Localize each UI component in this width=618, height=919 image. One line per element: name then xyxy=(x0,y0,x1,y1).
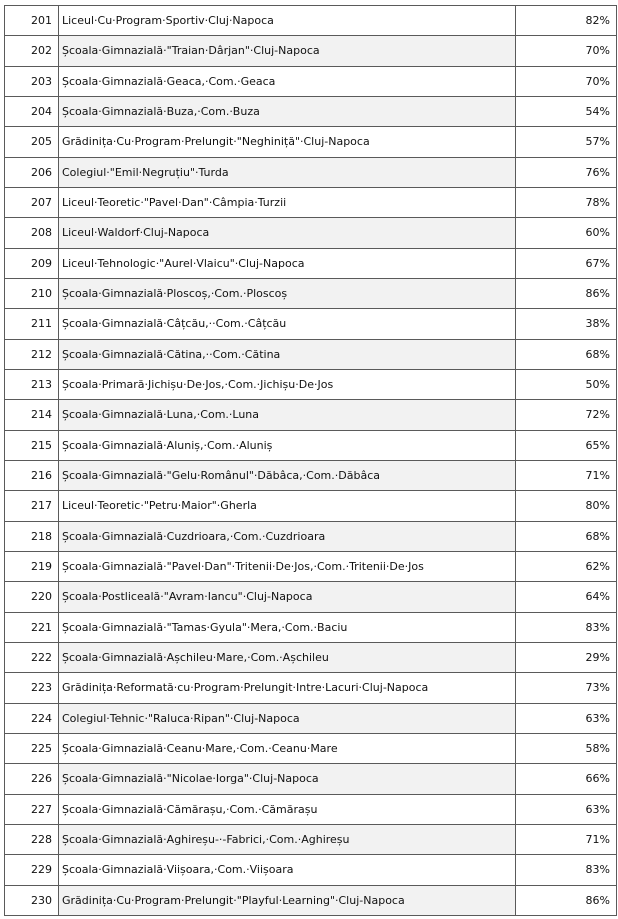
table-row xyxy=(5,309,617,339)
row-number: 202 xyxy=(5,36,59,66)
school-name: Școala·Gimnazială·"Nicolae·Iorga"·Cluj-Napoca xyxy=(59,764,516,794)
school-name: Școala·Gimnazială·Ceanu·Mare,·Com.·Ceanu·Mare xyxy=(59,733,516,763)
school-name: Liceul·Tehnologic·"Aurel·Vlaicu"·Cluj-Napoca xyxy=(59,248,516,278)
school-name: Școala·Gimnazială·Aghireșu-·-Fabrici,·Com.·Aghireșu xyxy=(59,824,516,854)
row-number: 220 xyxy=(5,582,59,612)
school-name: Școala·Gimnazială·Cămărașu,·Com.·Cămărașu xyxy=(59,794,516,824)
row-number: 222 xyxy=(5,642,59,672)
row-number: 215 xyxy=(5,430,59,460)
school-name: Liceul·Cu·Program·Sportiv·Cluj·Napoca xyxy=(59,6,516,36)
school-name: Școala·Gimnazială·Buza,·Com.·Buza xyxy=(59,96,516,126)
school-name: Școala·Gimnazială·Aluniș,·Com.·Aluniș xyxy=(59,430,516,460)
percentage-value: 71% xyxy=(516,824,617,854)
percentage-value: 29% xyxy=(516,642,617,672)
percentage-value: 63% xyxy=(516,794,617,824)
row-number: 227 xyxy=(5,794,59,824)
percentage-value: 80% xyxy=(516,491,617,521)
school-name: Școala·Gimnazială·"Pavel·Dan"·Tritenii·De·Jos,·Com.·Tritenii·De·Jos xyxy=(59,551,516,581)
row-number: 205 xyxy=(5,127,59,157)
table-row xyxy=(5,703,617,733)
row-number: 230 xyxy=(5,885,59,915)
table-row xyxy=(5,521,617,551)
school-name: Grădinița·Reformată·cu·Program·Prelungit·Intre·Lacuri·Cluj-Napoca xyxy=(59,673,516,703)
school-name: Grădinița·Cu·Program·Prelungit·"Playful·Learning"·Cluj-Napoca xyxy=(59,885,516,915)
percentage-value: 72% xyxy=(516,400,617,430)
school-name: Școala·Gimnazială·Cătina,··Com.·Cătina xyxy=(59,339,516,369)
percentage-value: 86% xyxy=(516,885,617,915)
table-row xyxy=(5,764,617,794)
row-number: 217 xyxy=(5,491,59,521)
school-name: Școala·Gimnazială·Luna,·Com.·Luna xyxy=(59,400,516,430)
percentage-value: 58% xyxy=(516,733,617,763)
table-row xyxy=(5,582,617,612)
school-name: Școala·Primară·Jichișu·De·Jos,·Com.·Jichișu·De·Jos xyxy=(59,369,516,399)
percentage-value: 50% xyxy=(516,369,617,399)
table-row xyxy=(5,885,617,915)
table-row xyxy=(5,66,617,96)
row-number: 216 xyxy=(5,460,59,490)
table-row xyxy=(5,824,617,854)
table-row xyxy=(5,6,617,36)
school-name: Liceul·Waldorf·Cluj-Napoca xyxy=(59,218,516,248)
table-row xyxy=(5,491,617,521)
table-row xyxy=(5,36,617,66)
percentage-value: 38% xyxy=(516,309,617,339)
table-row xyxy=(5,339,617,369)
percentage-value: 63% xyxy=(516,703,617,733)
percentage-value: 83% xyxy=(516,855,617,885)
school-name: Liceul·Teoretic·"Pavel·Dan"·Câmpia·Turzii xyxy=(59,187,516,217)
table-row xyxy=(5,733,617,763)
table-row xyxy=(5,855,617,885)
school-name: Școala·Gimnazială·Câțcău,··Com.·Câțcău xyxy=(59,309,516,339)
row-number: 226 xyxy=(5,764,59,794)
row-number: 223 xyxy=(5,673,59,703)
table-row xyxy=(5,673,617,703)
table-row xyxy=(5,187,617,217)
percentage-value: 60% xyxy=(516,218,617,248)
table-row xyxy=(5,157,617,187)
table-row xyxy=(5,127,617,157)
school-name: Școala·Gimnazială·"Gelu·Românul"·Dăbâca,·Com.·Dăbâca xyxy=(59,460,516,490)
percentage-value: 73% xyxy=(516,673,617,703)
row-number: 210 xyxy=(5,278,59,308)
row-number: 221 xyxy=(5,612,59,642)
row-number: 203 xyxy=(5,66,59,96)
row-number: 228 xyxy=(5,824,59,854)
row-number: 201 xyxy=(5,6,59,36)
school-results-table xyxy=(4,5,617,916)
row-number: 207 xyxy=(5,187,59,217)
percentage-value: 76% xyxy=(516,157,617,187)
row-number: 211 xyxy=(5,309,59,339)
school-name: Școala·Gimnazială·"Traian·Dârjan"·Cluj-Napoca xyxy=(59,36,516,66)
percentage-value: 65% xyxy=(516,430,617,460)
percentage-value: 70% xyxy=(516,36,617,66)
table-row xyxy=(5,218,617,248)
table-row xyxy=(5,248,617,278)
row-number: 209 xyxy=(5,248,59,278)
table-row xyxy=(5,642,617,672)
table-row xyxy=(5,430,617,460)
row-number: 229 xyxy=(5,855,59,885)
row-number: 218 xyxy=(5,521,59,551)
percentage-value: 78% xyxy=(516,187,617,217)
school-name: Colegiul·Tehnic·"Raluca·Ripan"·Cluj-Napoca xyxy=(59,703,516,733)
percentage-value: 67% xyxy=(516,248,617,278)
percentage-value: 66% xyxy=(516,764,617,794)
school-name: Școala·Gimnazială·Viișoara,·Com.·Viișoara xyxy=(59,855,516,885)
row-number: 206 xyxy=(5,157,59,187)
school-name: Școala·Gimnazială·"Tamas·Gyula"·Mera,·Com.·Baciu xyxy=(59,612,516,642)
table-row xyxy=(5,794,617,824)
school-name: Școala·Gimnazială·Ploscoș,·Com.·Ploscoș xyxy=(59,278,516,308)
row-number: 224 xyxy=(5,703,59,733)
percentage-value: 71% xyxy=(516,460,617,490)
percentage-value: 83% xyxy=(516,612,617,642)
row-number: 204 xyxy=(5,96,59,126)
row-number: 219 xyxy=(5,551,59,581)
table-row xyxy=(5,551,617,581)
table-row xyxy=(5,400,617,430)
row-number: 225 xyxy=(5,733,59,763)
table-row xyxy=(5,96,617,126)
row-number: 214 xyxy=(5,400,59,430)
table-row xyxy=(5,612,617,642)
percentage-value: 62% xyxy=(516,551,617,581)
percentage-value: 54% xyxy=(516,96,617,126)
percentage-value: 82% xyxy=(516,6,617,36)
school-name: Școala·Gimnazială·Așchileu·Mare,·Com.·Așchileu xyxy=(59,642,516,672)
table-row xyxy=(5,369,617,399)
school-name: Școala·Gimnazială·Cuzdrioara,·Com.·Cuzdrioara xyxy=(59,521,516,551)
school-name: Grădinița·Cu·Program·Prelungit·"Neghiniță"·Cluj-Napoca xyxy=(59,127,516,157)
school-name: Colegiul·"Emil·Negruțiu"·Turda xyxy=(59,157,516,187)
row-number: 208 xyxy=(5,218,59,248)
percentage-value: 70% xyxy=(516,66,617,96)
percentage-value: 57% xyxy=(516,127,617,157)
row-number: 212 xyxy=(5,339,59,369)
percentage-value: 68% xyxy=(516,521,617,551)
table-row xyxy=(5,460,617,490)
percentage-value: 64% xyxy=(516,582,617,612)
school-name: Școala·Gimnazială·Geaca,·Com.·Geaca xyxy=(59,66,516,96)
table-row xyxy=(5,278,617,308)
school-name: Liceul·Teoretic·"Petru·Maior"·Gherla xyxy=(59,491,516,521)
table-body xyxy=(5,6,617,916)
percentage-value: 86% xyxy=(516,278,617,308)
school-name: Școala·Postliceală·"Avram·Iancu"·Cluj-Napoca xyxy=(59,582,516,612)
percentage-value: 68% xyxy=(516,339,617,369)
row-number: 213 xyxy=(5,369,59,399)
